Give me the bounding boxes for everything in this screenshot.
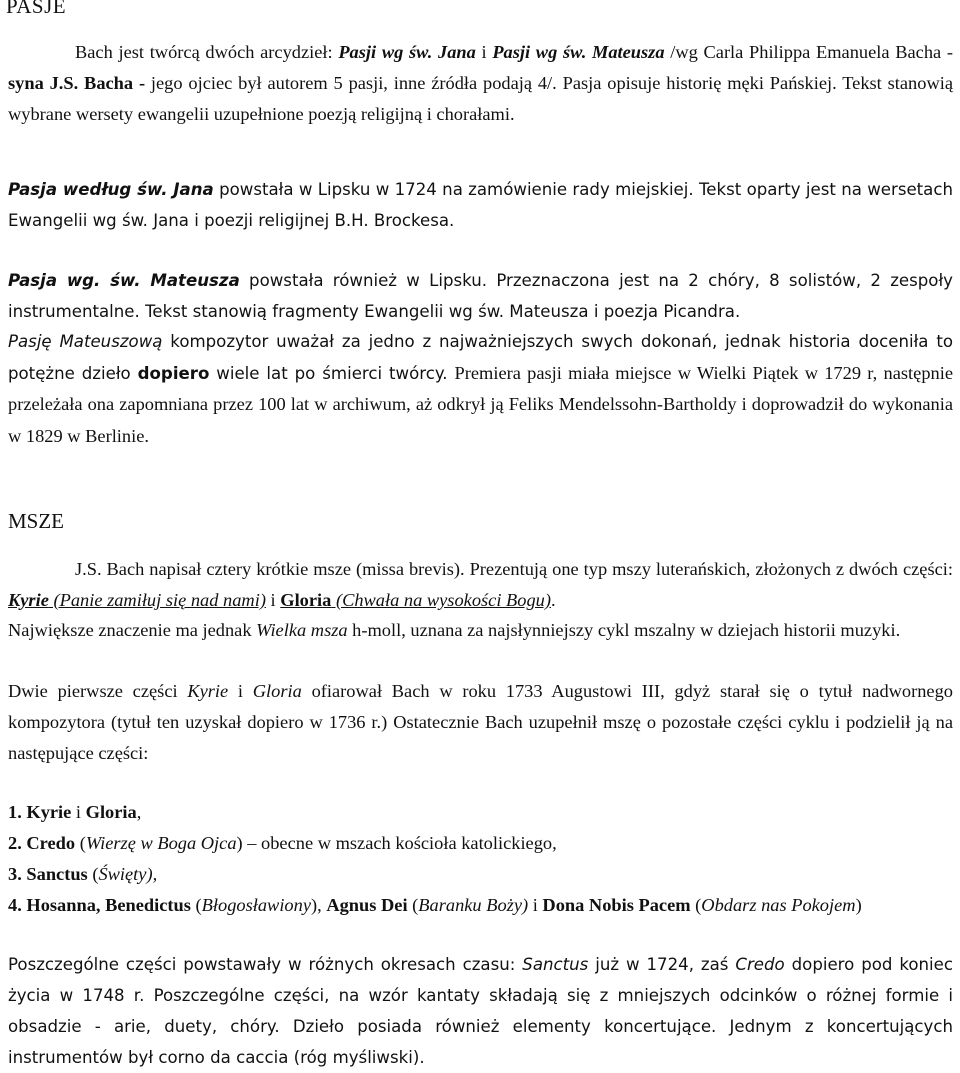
list-item — [8, 828, 953, 859]
text: ( — [407, 895, 419, 915]
paragraph-pasja-jan — [8, 175, 953, 236]
text: , — [136, 802, 142, 822]
paragraph-kyrie-gloria — [8, 676, 953, 769]
emphasis: Wierzę w Boga Ojca — [85, 833, 237, 853]
text: i — [71, 802, 86, 822]
emphasis: Dona Nobis Pacem — [542, 895, 691, 915]
text: powstała również w Lipsku. Przeznaczona jest na 2 chóry, 8 solistów, 2 zespoły instrumentalne. Tekst stanowią fragmenty Ewangelii wg św. Mateusza i poezja Picandra. — [8, 271, 953, 321]
text: i — [228, 681, 253, 701]
list-number: 4. — [8, 895, 27, 915]
text: ( — [690, 895, 702, 915]
list-item — [8, 859, 953, 890]
emphasis: Credo — [26, 833, 76, 853]
text: wiele lat po śmierci twórcy. — [209, 363, 455, 383]
text: Poszczególne części powstawały w różnych okresach czasu: — [8, 955, 523, 974]
emphasis: Credo — [735, 955, 785, 974]
text: /wg Carla Philippa Emanuela Bacha - — [664, 42, 953, 62]
emphasis: (Chwała na wysokości Bogu) — [331, 590, 551, 610]
text: i — [265, 590, 281, 610]
paragraph-pasja-ocena — [8, 326, 953, 452]
text: ( — [75, 833, 86, 853]
emphasis: Hosanna, Benedictus — [26, 895, 191, 915]
list-number: 3. — [8, 864, 27, 884]
emphasis: Sanctus — [26, 864, 88, 884]
emphasis: Kyrie — [187, 681, 229, 701]
emphasis: Gloria — [280, 590, 332, 610]
text: ( — [87, 864, 99, 884]
text: Największe znaczenie ma jednak — [8, 620, 257, 640]
text: i — [528, 895, 543, 915]
list-item — [8, 890, 953, 921]
text: Bach jest twórcą dwóch arcydzieł: — [75, 42, 339, 62]
emphasis: Obdarz nas Pokojem — [701, 895, 856, 915]
text: Premiera pasji miała miejsce w Wielki Piątek w 1729 r, następnie przeleżała ona zapomniana przez 100 lat w archiwum, aż odkrył ją Feliks Mendelssohn-Bartholdy i doprowadził do wykonania w 1829 w Berlinie. — [8, 362, 953, 446]
emphasis: Święty), — [98, 864, 158, 884]
emphasis: Gloria — [252, 681, 302, 701]
emphasis: Wielka msza — [256, 620, 348, 640]
section-heading-pasje: PASJE — [6, 0, 67, 18]
emphasis: Pasję Mateuszową — [8, 332, 163, 351]
text: już w 1724, zaś — [588, 955, 736, 974]
text: kompozytor uważał za jedno z najważniejszych swych dokonań, jednak historia doceniła to potężne dzieło — [8, 332, 953, 383]
emphasis: Gloria — [85, 802, 137, 822]
list-number: 2. — [8, 833, 27, 853]
text: jego ojciec był autorem 5 pasji, inne źródła podają 4/. Pasja opisuje historię męki Pańskiej. Tekst stanowią wybrane wersety ewangelii uzupełnione poezją religijną i chorałami. — [8, 73, 953, 124]
emphasis: Pasji wg św. Mateusza — [492, 42, 665, 62]
emphasis: Kyrie — [26, 802, 72, 822]
text: i — [475, 42, 493, 62]
text: ( — [190, 895, 202, 915]
emphasis: Agnus Dei — [326, 895, 408, 915]
text: ) – obecne w mszach kościoła katolickiego, — [236, 833, 557, 853]
emphasis: Błogosławiony — [201, 895, 311, 915]
text: powstała w Lipsku w 1724 na zamówienie rady miejskiej. Tekst oparty jest na wersetach Ewangelii wg św. Jana i poezji religijnej B.H. Brockesa. — [8, 180, 953, 230]
paragraph-wielka-msza — [8, 615, 953, 646]
paragraph-pasje-intro — [8, 37, 953, 130]
text: Dwie pierwsze części — [8, 681, 188, 701]
emphasis: Baranku Boży) — [418, 895, 529, 915]
emphasis: Pasji wg św. Jana — [338, 42, 476, 62]
emphasis: Pasja wg. św. Mateusza — [8, 271, 240, 290]
paragraph-msze-intro — [8, 554, 953, 616]
text: J.S. Bach napisał cztery krótkie msze (missa brevis). Prezentują one typ mszy luterańskich, złożonych z dwóch części: — [75, 559, 953, 579]
paragraph-czesci — [8, 949, 953, 1073]
emphasis: Pasja według św. Jana — [8, 180, 214, 199]
emphasis: syna J.S. Bacha - — [8, 73, 146, 93]
text: dopiero pod koniec życia w 1748 r. Poszczególne części, na wzór kantaty składają się z mniejszych odcinków o różnej formie i obsadzie - arie, duety, chóry. Dzieło posiada również elementy koncertujące. Jednym z koncertujących instrumentów był corno da caccia (róg myśliwski). — [8, 955, 953, 1067]
text: h-moll, uznana za najsłynniejszy cykl mszalny w dziejach historii muzyki. — [347, 620, 901, 640]
emphasis: Kyrie — [8, 590, 49, 610]
text: . — [551, 590, 556, 610]
emphasis: dopiero — [137, 363, 210, 383]
paragraph-pasja-mateusz — [8, 266, 953, 327]
text: ), — [310, 895, 327, 915]
emphasis: Sanctus — [522, 955, 589, 974]
text: ) — [855, 895, 862, 915]
section-heading-msze: MSZE — [8, 509, 65, 533]
mass-parts-list — [8, 797, 953, 921]
list-number: 1. — [8, 802, 27, 822]
text: ofiarował Bach w roku 1733 Augustowi III, gdyż starał się o tytuł nadwornego kompozytora (tytuł ten uzyskał dopiero w 1736 r.) Ostatecznie Bach uzupełnił mszę o pozostałe części cyklu i podzielił ją na następujące części: — [8, 681, 953, 763]
list-item — [8, 797, 953, 828]
emphasis: (Panie zamiłuj się nad nami) — [48, 590, 266, 610]
